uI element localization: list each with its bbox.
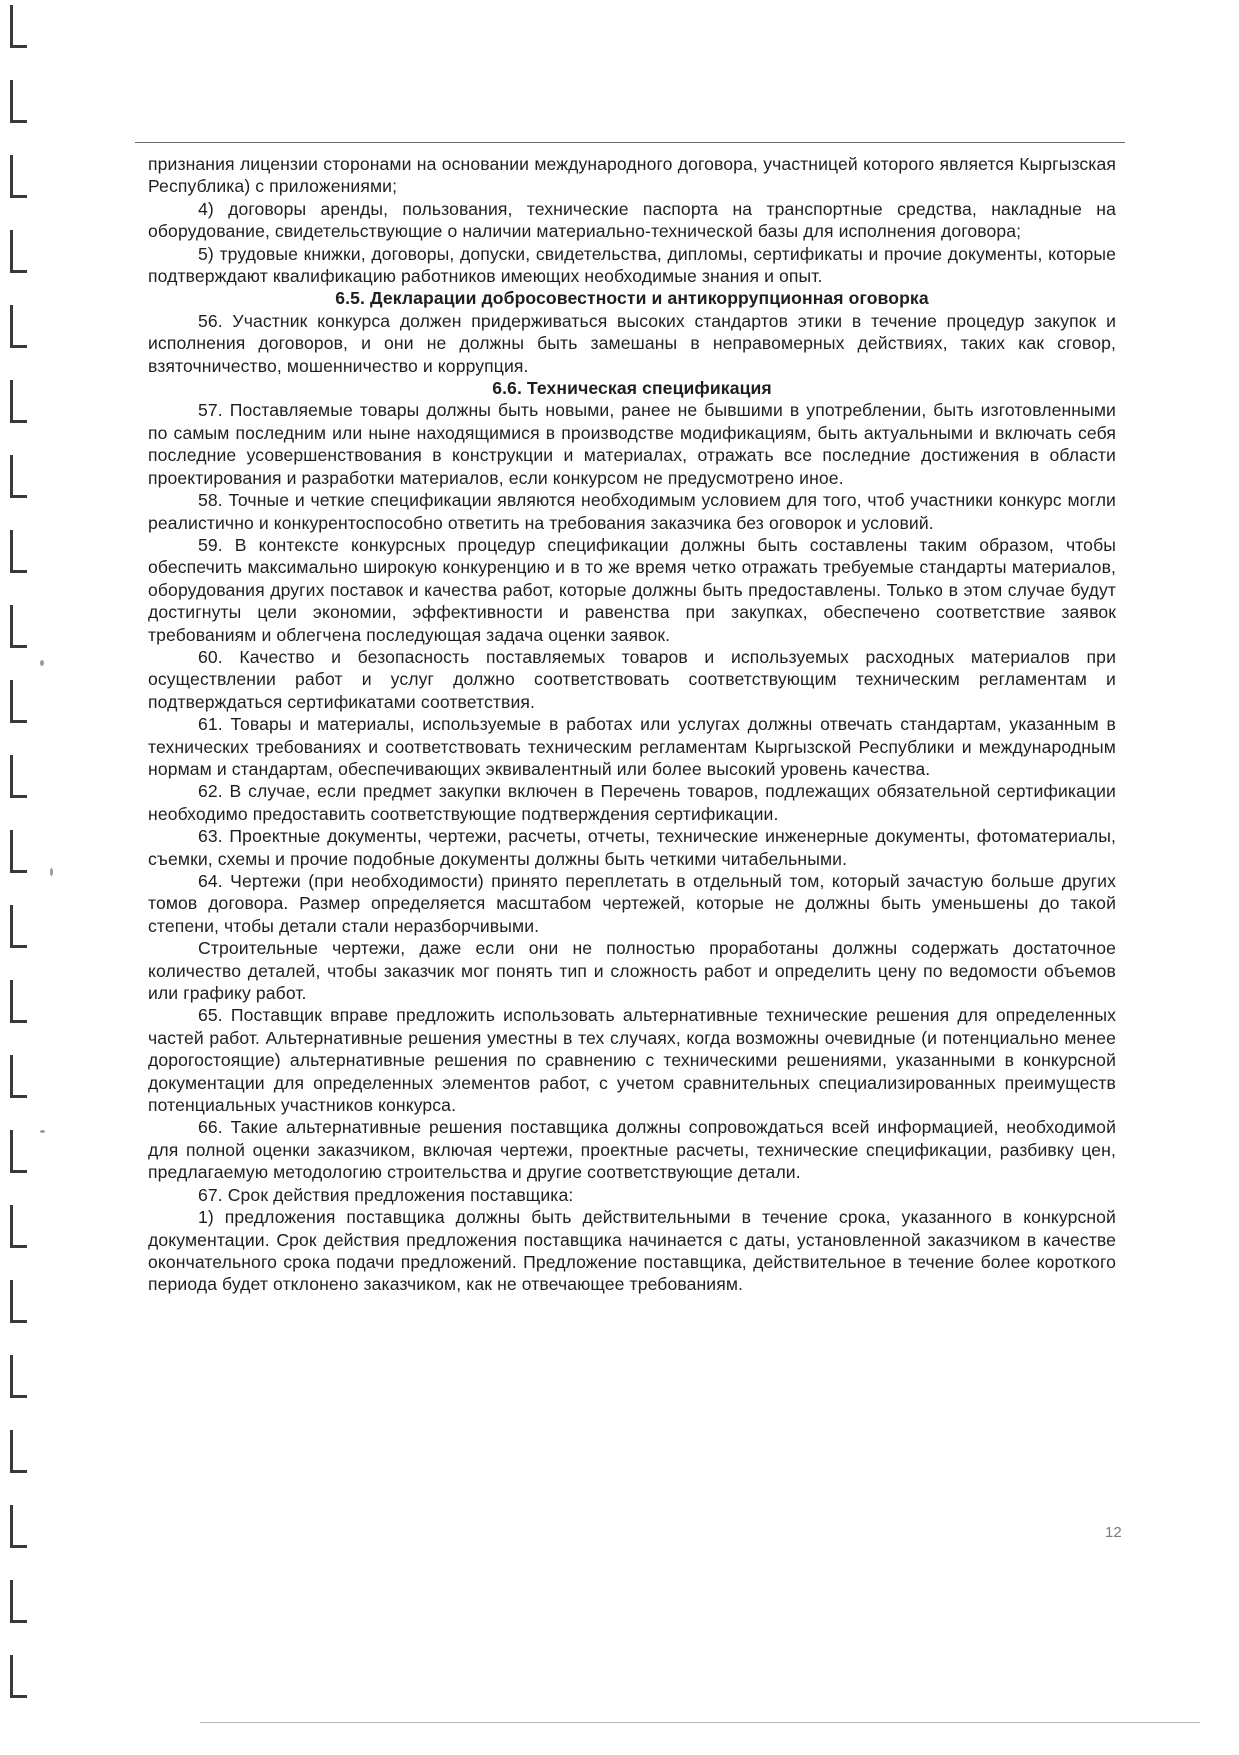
paragraph: Строительные чертежи, даже если они не полностью проработаны должны содержать достаточное количество деталей, чтобы заказчик мог понять тип и сложность работ и определить цену по ведомости объемов или графику работ. xyxy=(148,938,1116,1004)
paragraph: 58. Точные и четкие спецификации являются необходимым условием для того, чтоб участники конкурс могли реалистично и конкурентоспособно ответить на требования заказчика без оговорок и условий. xyxy=(148,490,1116,533)
section-heading: 6.6. Техническая спецификация xyxy=(492,378,772,399)
scan-speck xyxy=(50,868,53,876)
binding-mark xyxy=(10,1505,27,1548)
binding-mark xyxy=(10,1430,27,1473)
page-number: 12 xyxy=(1105,1524,1122,1541)
binding-mark xyxy=(10,530,27,573)
header-rule xyxy=(135,142,1125,143)
binding-holes xyxy=(0,0,40,1755)
binding-mark xyxy=(10,605,27,648)
binding-mark xyxy=(10,80,27,123)
binding-mark xyxy=(10,905,27,948)
binding-mark xyxy=(10,1355,27,1398)
binding-mark xyxy=(10,1655,27,1698)
paragraph: 5) трудовые книжки, договоры, допуски, свидетельства, дипломы, сертификаты и прочие документы, которые подтверждают квалификацию работников имеющих необходимые знания и опыт. xyxy=(148,243,1116,287)
binding-mark xyxy=(10,680,27,723)
paragraph: 57. Поставляемые товары должны быть новыми, ранее не бывшими в употреблении, быть изготовленными по самым последним или ныне находящимися в производстве модификациям, быть актуальными и включать себя последние усовершенствования в конструкции и материалах, отражать все последние достижения в области проектирования и разработки материалов, если конкурсом не предусмотрено иное. xyxy=(148,400,1116,488)
binding-mark xyxy=(10,830,27,873)
section-heading: 6.5. Декларации добросовестности и антикоррупционная оговорка xyxy=(335,288,929,309)
paragraph: 56. Участник конкурса должен придерживаться высоких стандартов этики в течение процедур закупок и исполнения договоров, и они не должны быть замешаны в неправомерных действиях, таких как сговор, взяточничество, мошенничество и коррупция. xyxy=(148,310,1116,376)
paragraph: 65. Поставщик вправе предложить использовать альтернативные технические решения для определенных частей работ. Альтернативные решения уместны в тех случаях, когда возможны очевидные (и потенциально менее дорогостоящие) альтернативные решения по сравнению с техническими решениями, указанными в конкурсной документации для определенных элементов работ, с учетом сравнительных специализированных преимуществ потенциальных участников конкурса. xyxy=(148,1005,1116,1116)
binding-mark xyxy=(10,155,27,198)
document-body xyxy=(148,153,1116,1296)
paragraph: 4) договоры аренды, пользования, технические паспорта на транспортные средства, накладные на оборудование, свидетельствующие о наличии материально-технической базы для исполнения договора; xyxy=(148,198,1116,242)
binding-mark xyxy=(10,305,27,348)
binding-mark xyxy=(10,1130,27,1173)
binding-mark xyxy=(10,1205,27,1248)
binding-mark xyxy=(10,230,27,273)
binding-mark xyxy=(10,1280,27,1323)
binding-mark xyxy=(10,5,27,48)
paragraph: 67. Срок действия предложения поставщика: xyxy=(198,1184,574,1205)
paragraph: 63. Проектные документы, чертежи, расчеты, отчеты, технические инженерные документы, фотоматериалы, съемки, схемы и прочие подобные документы должны быть четкими читабельными. xyxy=(148,826,1116,869)
paragraph: 1) предложения поставщика должны быть действительными в течение срока, указанного в конкурсной документации. Срок действия предложения поставщика начинается с даты, установленной заказчиком в качестве окончательного срока подачи предложений. Предложение поставщика, действительное в течение более короткого периода будет отклонено заказчиком, как не отвечающее требованиям. xyxy=(148,1207,1116,1295)
binding-mark xyxy=(10,1580,27,1623)
paragraph: 66. Такие альтернативные решения поставщика должны сопровождаться всей информацией, необходимой для полной оценки заказчиком, включая чертежи, проектные расчеты, технические спецификации, разбивку цен, предлагаемую методологию строительства и другие соответствующие детали. xyxy=(148,1117,1116,1183)
binding-mark xyxy=(10,755,27,798)
binding-mark xyxy=(10,380,27,423)
paragraph: 59. В контексте конкурсных процедур спецификации должны быть составлены таким образом, чтобы обеспечить максимально широкую конкуренцию и в то же время четко отражать требуемые стандарты материалов, оборудования других поставок и качества работ, которые должны быть предоставлены. Только в этом случае будут достигнуты цели экономии, эффективности и равенства при закупках, обеспечено соответствие заявок требованиям и облегчена последующая задача оценки заявок. xyxy=(148,534,1116,645)
paragraph: 61. Товары и материалы, используемые в работах или услугах должны отвечать стандартам, указанным в технических требованиях и соответствовать техническим регламентам Кыргызской Республики и международным нормам и стандартам, обеспечивающих эквивалентный или более высокий уровень качества. xyxy=(148,714,1116,779)
binding-mark xyxy=(10,980,27,1023)
footer-rule xyxy=(200,1722,1200,1723)
scan-speck xyxy=(40,660,44,666)
binding-mark xyxy=(10,455,27,498)
paragraph: 64. Чертежи (при необходимости) принято переплетать в отдельный том, который зачастую больше других томов договора. Размер определяется масштабом чертежей, которые не должны быть уменьшены до такой степени, чтобы детали стали неразборчивыми. xyxy=(148,871,1116,936)
scan-speck xyxy=(40,1130,45,1133)
binding-mark xyxy=(10,1055,27,1098)
paragraph: 60. Качество и безопасность поставляемых товаров и используемых расходных материалов при осуществлении работ и услуг должно соответствовать соответствующим техническим регламентам и подтверждаться сертификатами соответствия. xyxy=(148,646,1116,712)
paragraph: 62. В случае, если предмет закупки включен в Перечень товаров, подлежащих обязательной сертификации необходимо предоставить соответствующие подтверждения сертификации. xyxy=(148,781,1116,824)
paragraph: признания лицензии сторонами на основании международного договора, участницей которого является Кыргызская Республика) с приложениями; xyxy=(148,154,1116,197)
